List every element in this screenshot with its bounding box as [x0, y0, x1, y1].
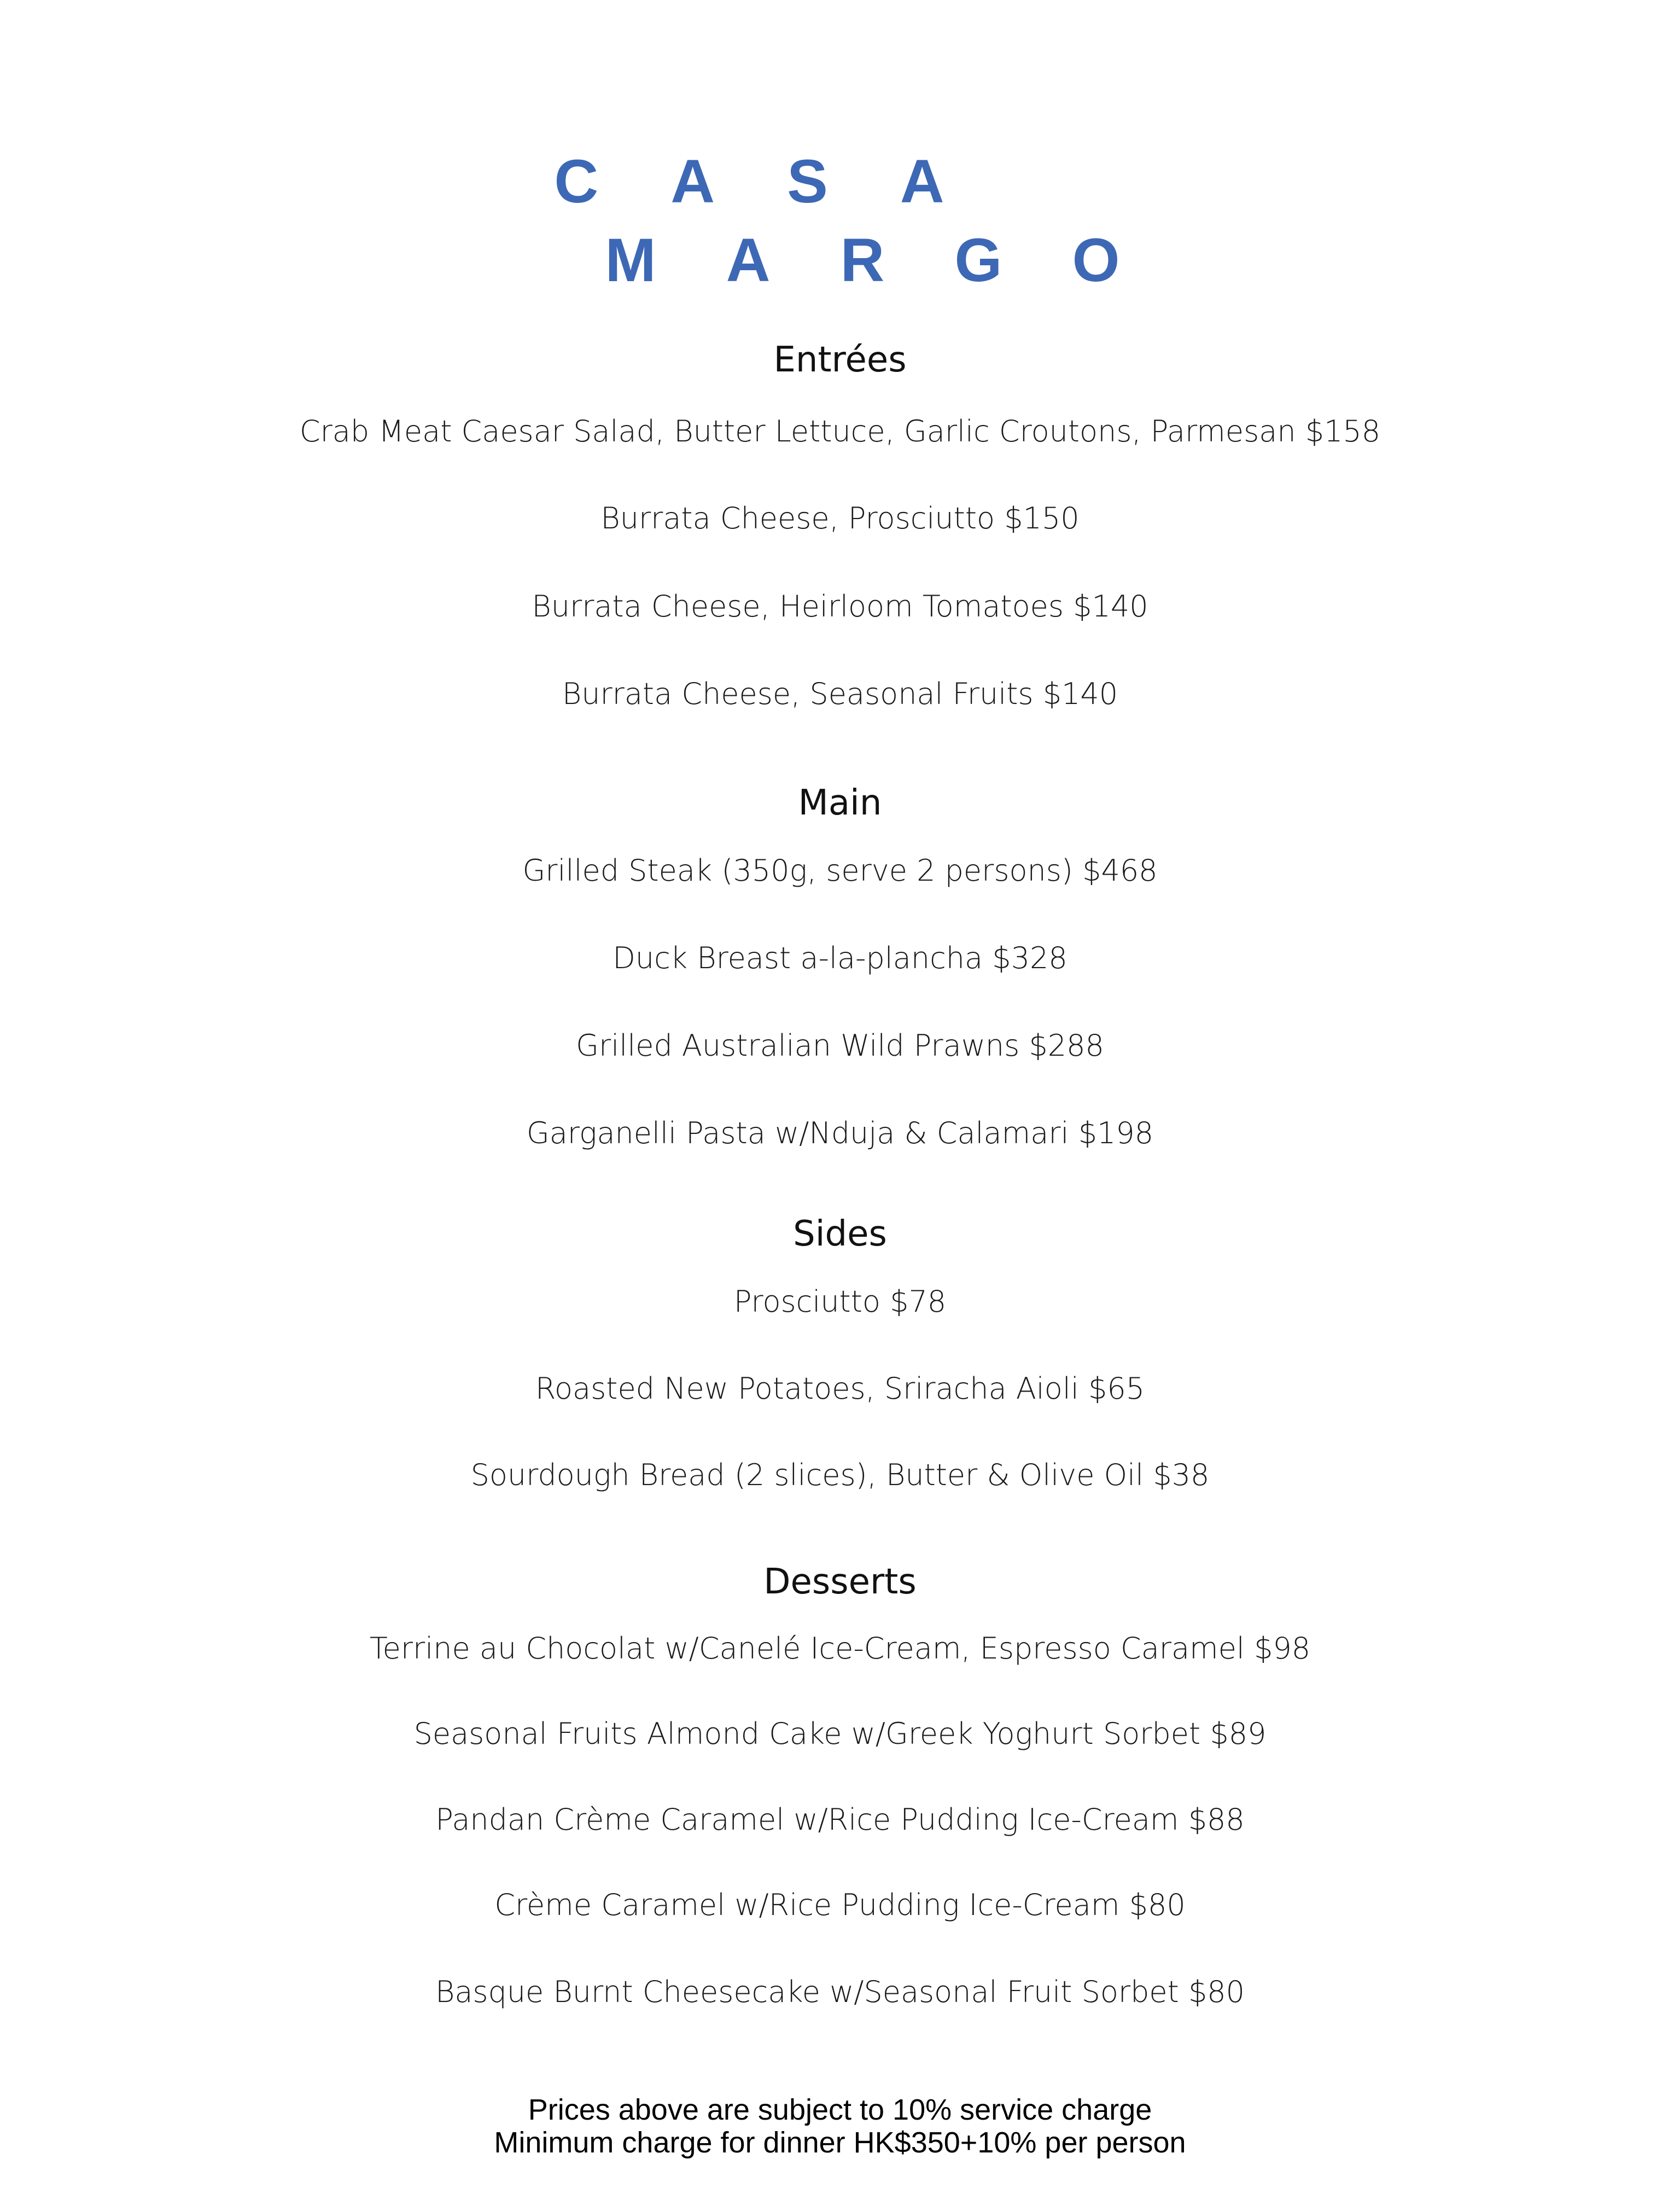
- menu-item: Pandan Crème Caramel w/Rice Pudding Ice-Cream $88: [435, 1802, 1245, 1837]
- menu-item: Garganelli Pasta w/Nduja & Calamari $198: [526, 1116, 1154, 1150]
- menu-item: Basque Burnt Cheesecake w/Seasonal Fruit Sorbet $80: [435, 1975, 1245, 2009]
- menu-item: Crab Meat Caesar Salad, Butter Lettuce, Garlic Croutons, Parmesan $158: [299, 414, 1381, 449]
- minimum-charge-note: Minimum charge for dinner HK$350+10% per person: [494, 2126, 1186, 2159]
- menu-item: Roasted New Potatoes, Sriracha Aioli $65: [535, 1371, 1145, 1406]
- section-title-desserts: Desserts: [763, 1562, 917, 1602]
- section-title-main: Main: [798, 783, 882, 823]
- menu-item: Crème Caramel w/Rice Pudding Ice-Cream $80: [494, 1888, 1186, 1922]
- menu-item: Terrine au Chocolat w/Canelé Ice-Cream, Espresso Caramel $98: [369, 1631, 1311, 1666]
- section-title-sides: Sides: [793, 1214, 887, 1254]
- menu-item: Prosciutto $78: [733, 1284, 947, 1319]
- menu-item: Burrata Cheese, Prosciutto $150: [600, 501, 1080, 536]
- menu-item: Grilled Australian Wild Prawns $288: [576, 1028, 1104, 1063]
- menu-item: Burrata Cheese, Seasonal Fruits $140: [562, 677, 1118, 711]
- section-title-entrees: Entrées: [773, 340, 907, 380]
- menu-item: Grilled Steak (350g, serve 2 persons) $468: [522, 853, 1158, 888]
- service-charge-note: Prices above are subject to 10% service charge: [528, 2093, 1152, 2126]
- menu-item: Seasonal Fruits Almond Cake w/Greek Yoghurt Sorbet $89: [413, 1716, 1267, 1751]
- menu-item: Duck Breast a-la-plancha $328: [612, 941, 1068, 975]
- logo-line-margo: MARGO: [605, 226, 1190, 294]
- menu-item: Sourdough Bread (2 slices), Butter & Olive Oil $38: [470, 1458, 1210, 1492]
- menu-item: Burrata Cheese, Heirloom Tomatoes $140: [532, 589, 1148, 624]
- logo-line-casa: CASA: [554, 147, 1017, 216]
